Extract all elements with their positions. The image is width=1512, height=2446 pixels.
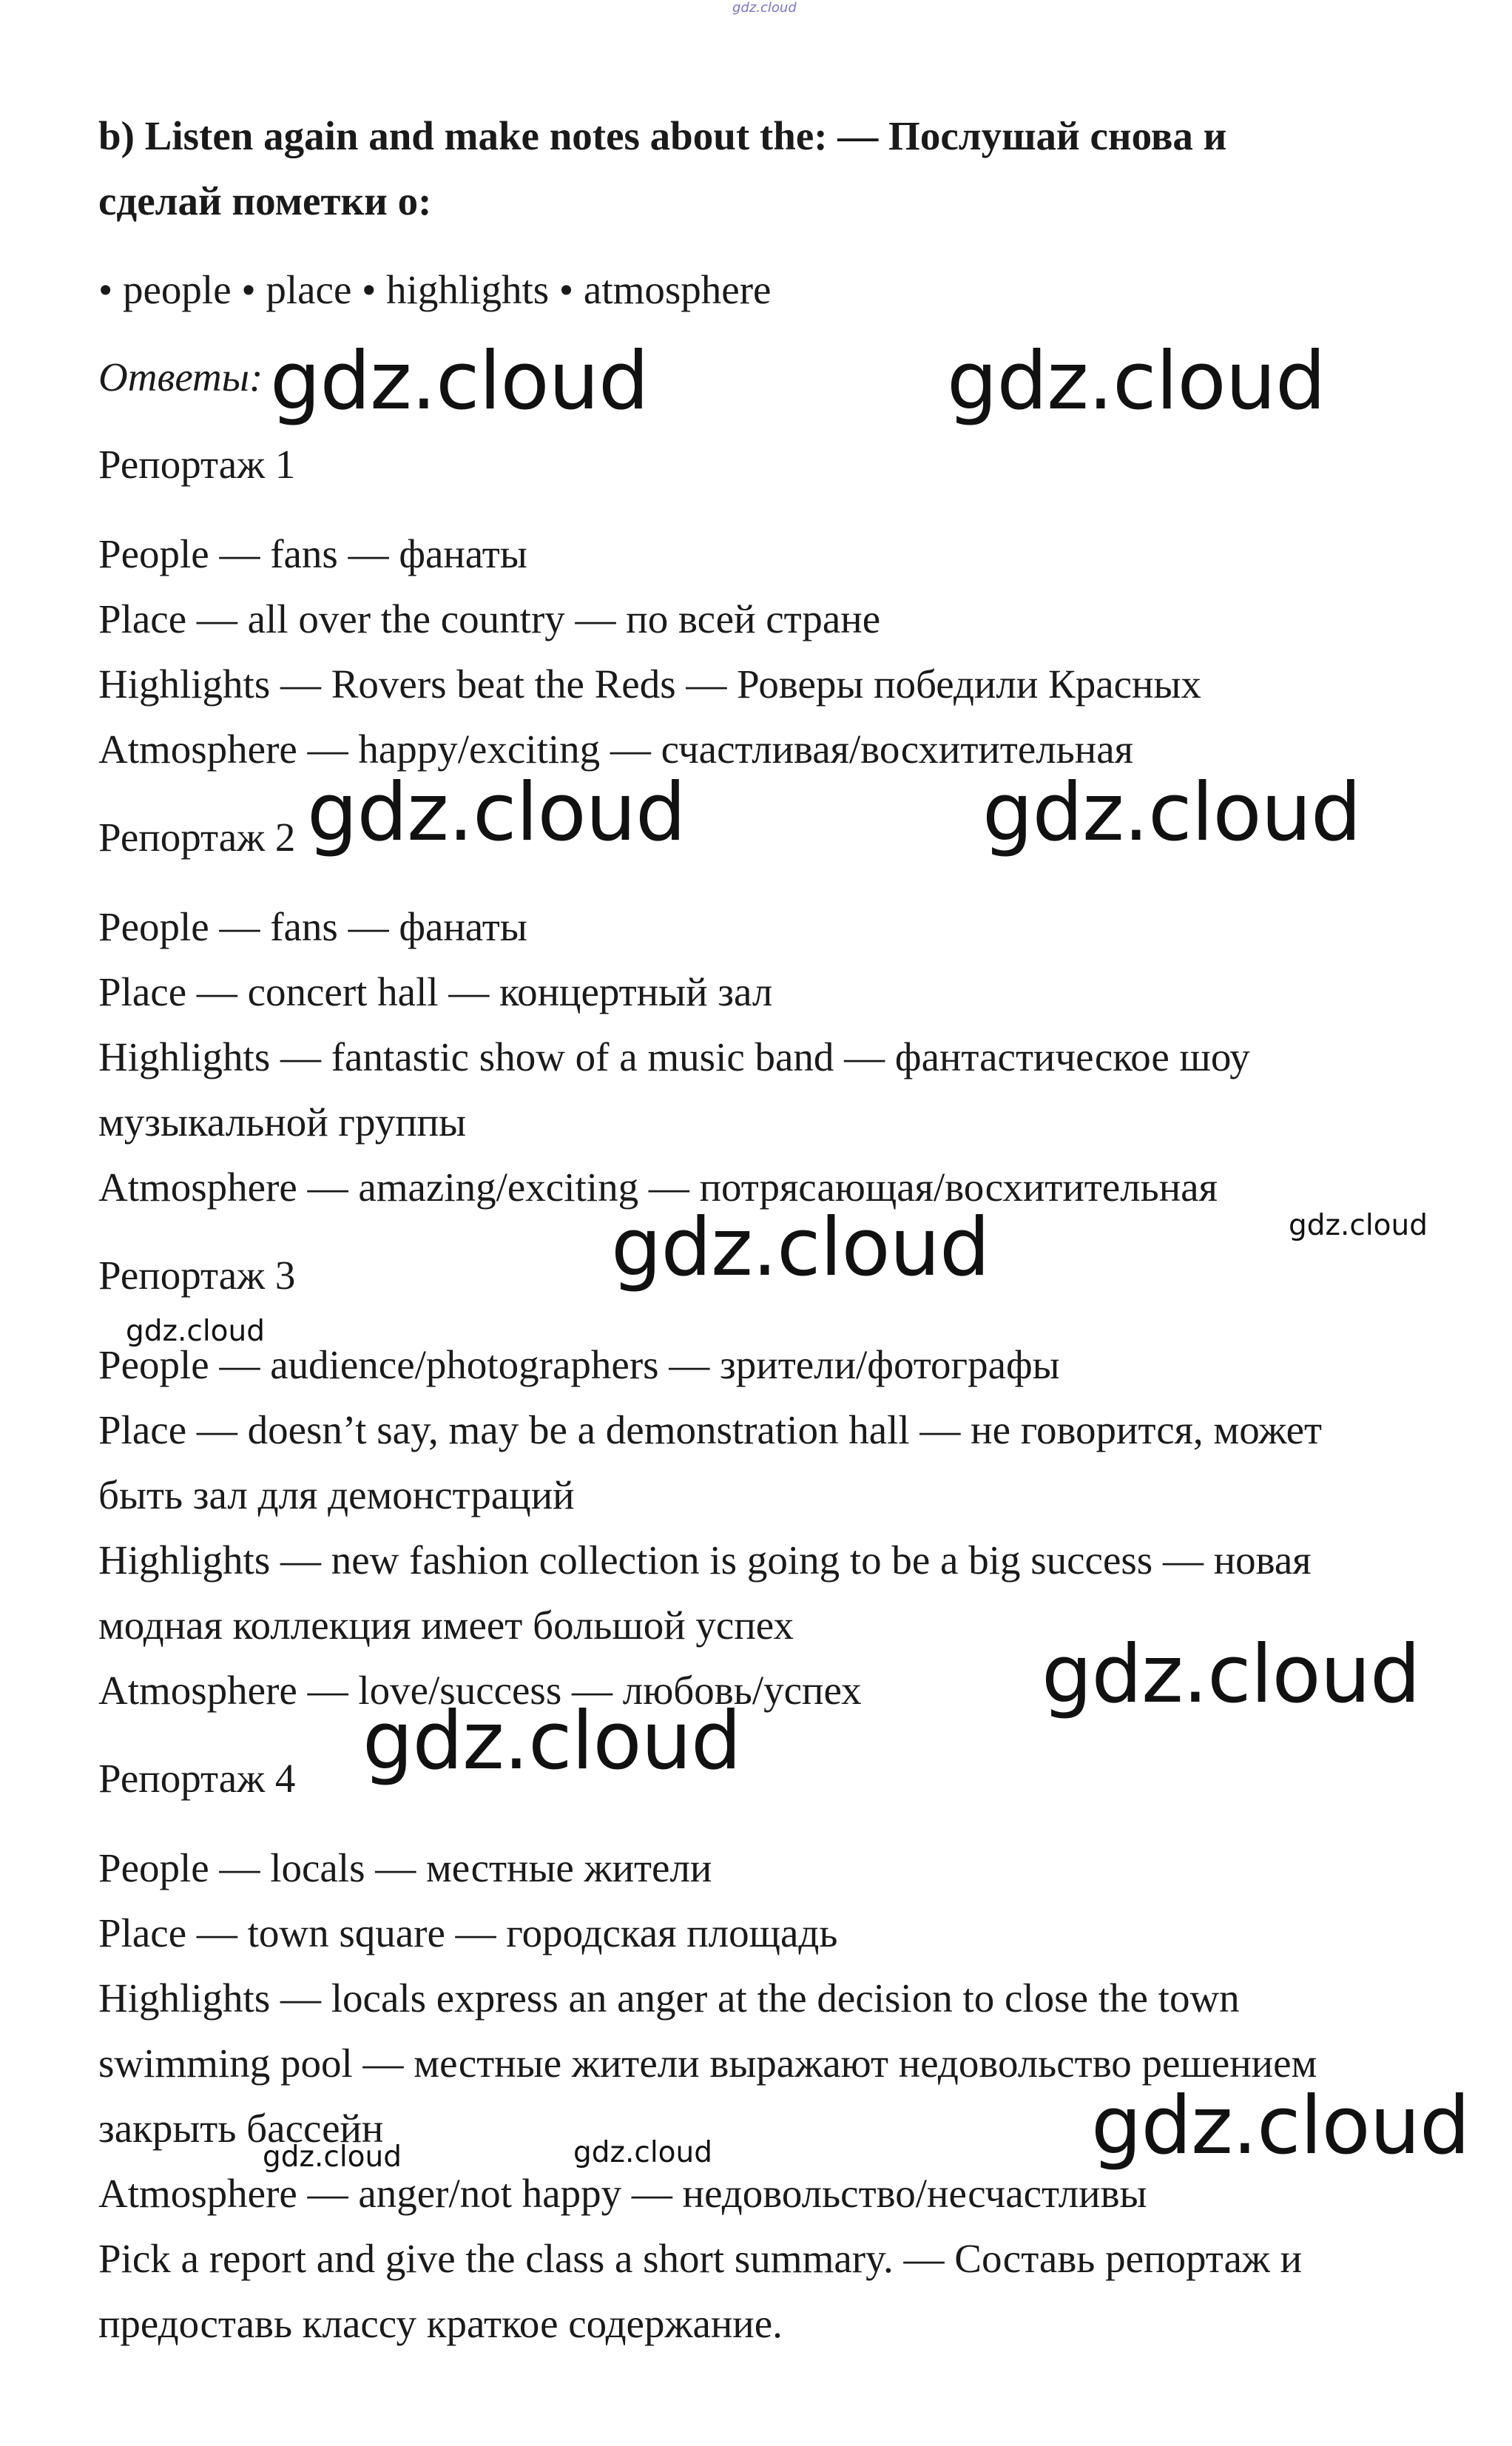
watermark: gdz.cloud [362,1695,741,1788]
task-categories: • people • place • highlights • atmosphere [98,267,772,312]
watermark-small: gdz.cloud [1289,1209,1428,1242]
report-3-line-6: Atmosphere — love/success — любовь/успех [98,1668,862,1713]
report-3-line-3: быть зал для демонстраций [98,1472,575,1517]
final-task-line-1: Pick a report and give the class a short summary. — Составь репортаж и [98,2236,1303,2281]
report-1-line-1: People — fans — фанаты [98,531,527,576]
report-4-line-4: swimming pool — местные жители выражают недовольство решением [98,2041,1317,2086]
report-1-title: Репортаж 1 [98,442,296,487]
watermark: gdz.cloud [611,1202,990,1294]
report-4-line-6: Atmosphere — anger/not happy — недовольство/несчастливы [98,2171,1147,2216]
watermark: gdz.cloud [982,767,1361,859]
watermark: gdz.cloud [307,767,686,859]
report-3-title: Репортаж 3 [98,1253,296,1298]
watermark-small: gdz.cloud [126,1315,265,1348]
watermark: gdz.cloud [947,335,1326,428]
report-4-line-5: закрыть бассейн [98,2106,384,2151]
watermark: gdz.cloud [1091,2080,1470,2172]
report-4-line-3: Highlights — locals express an anger at the decision to close the town [98,1975,1240,2021]
report-2-line-5: Atmosphere — amazing/exciting — потрясающая/восхитительная [98,1165,1218,1210]
report-2-line-1: People — fans — фанаты [98,904,527,949]
answers-label: Ответы: [98,354,263,400]
report-1-line-3: Highlights — Rovers beat the Reds — Роверы победили Красных [98,661,1201,707]
watermark-top: gdz.cloud [732,0,797,16]
report-3-line-5: модная коллекция имеет большой успех [98,1603,794,1648]
task-heading-line-2: сделай пометки о: [98,178,432,223]
report-4-title: Репортаж 4 [98,1756,296,1801]
task-heading-line-1: b) Listen again and make notes about the: — Послушай снова и [98,113,1227,158]
report-2-line-3: Highlights — fantastic show of a music band — фантастическое шоу [98,1034,1250,1079]
report-2-title: Репортаж 2 [98,815,296,860]
watermark-small: gdz.cloud [263,2140,402,2174]
final-task-line-2: предоставь классу краткое содержание. [98,2301,783,2346]
report-3-line-1: People — audience/photographers — зрители/фотографы [98,1342,1060,1387]
report-2-line-2: Place — concert hall — концертный зал [98,969,773,1014]
report-3-line-2: Place — doesn’t say, may be a demonstration hall — не говорится, может [98,1407,1323,1452]
report-3-line-4: Highlights — new fashion collection is going to be a big success — новая [98,1537,1312,1583]
report-4-line-1: People — locals — местные жители [98,1845,712,1890]
report-1-line-4: Atmosphere — happy/exciting — счастливая/восхитительная [98,727,1133,772]
watermark: gdz.cloud [270,335,649,428]
report-2-line-4: музыкальной группы [98,1099,467,1145]
report-4-line-2: Place — town square — городская площадь [98,1910,838,1955]
report-1-line-2: Place — all over the country — по всей стране [98,596,881,641]
watermark: gdz.cloud [1042,1628,1420,1721]
watermark-small: gdz.cloud [573,2136,712,2169]
